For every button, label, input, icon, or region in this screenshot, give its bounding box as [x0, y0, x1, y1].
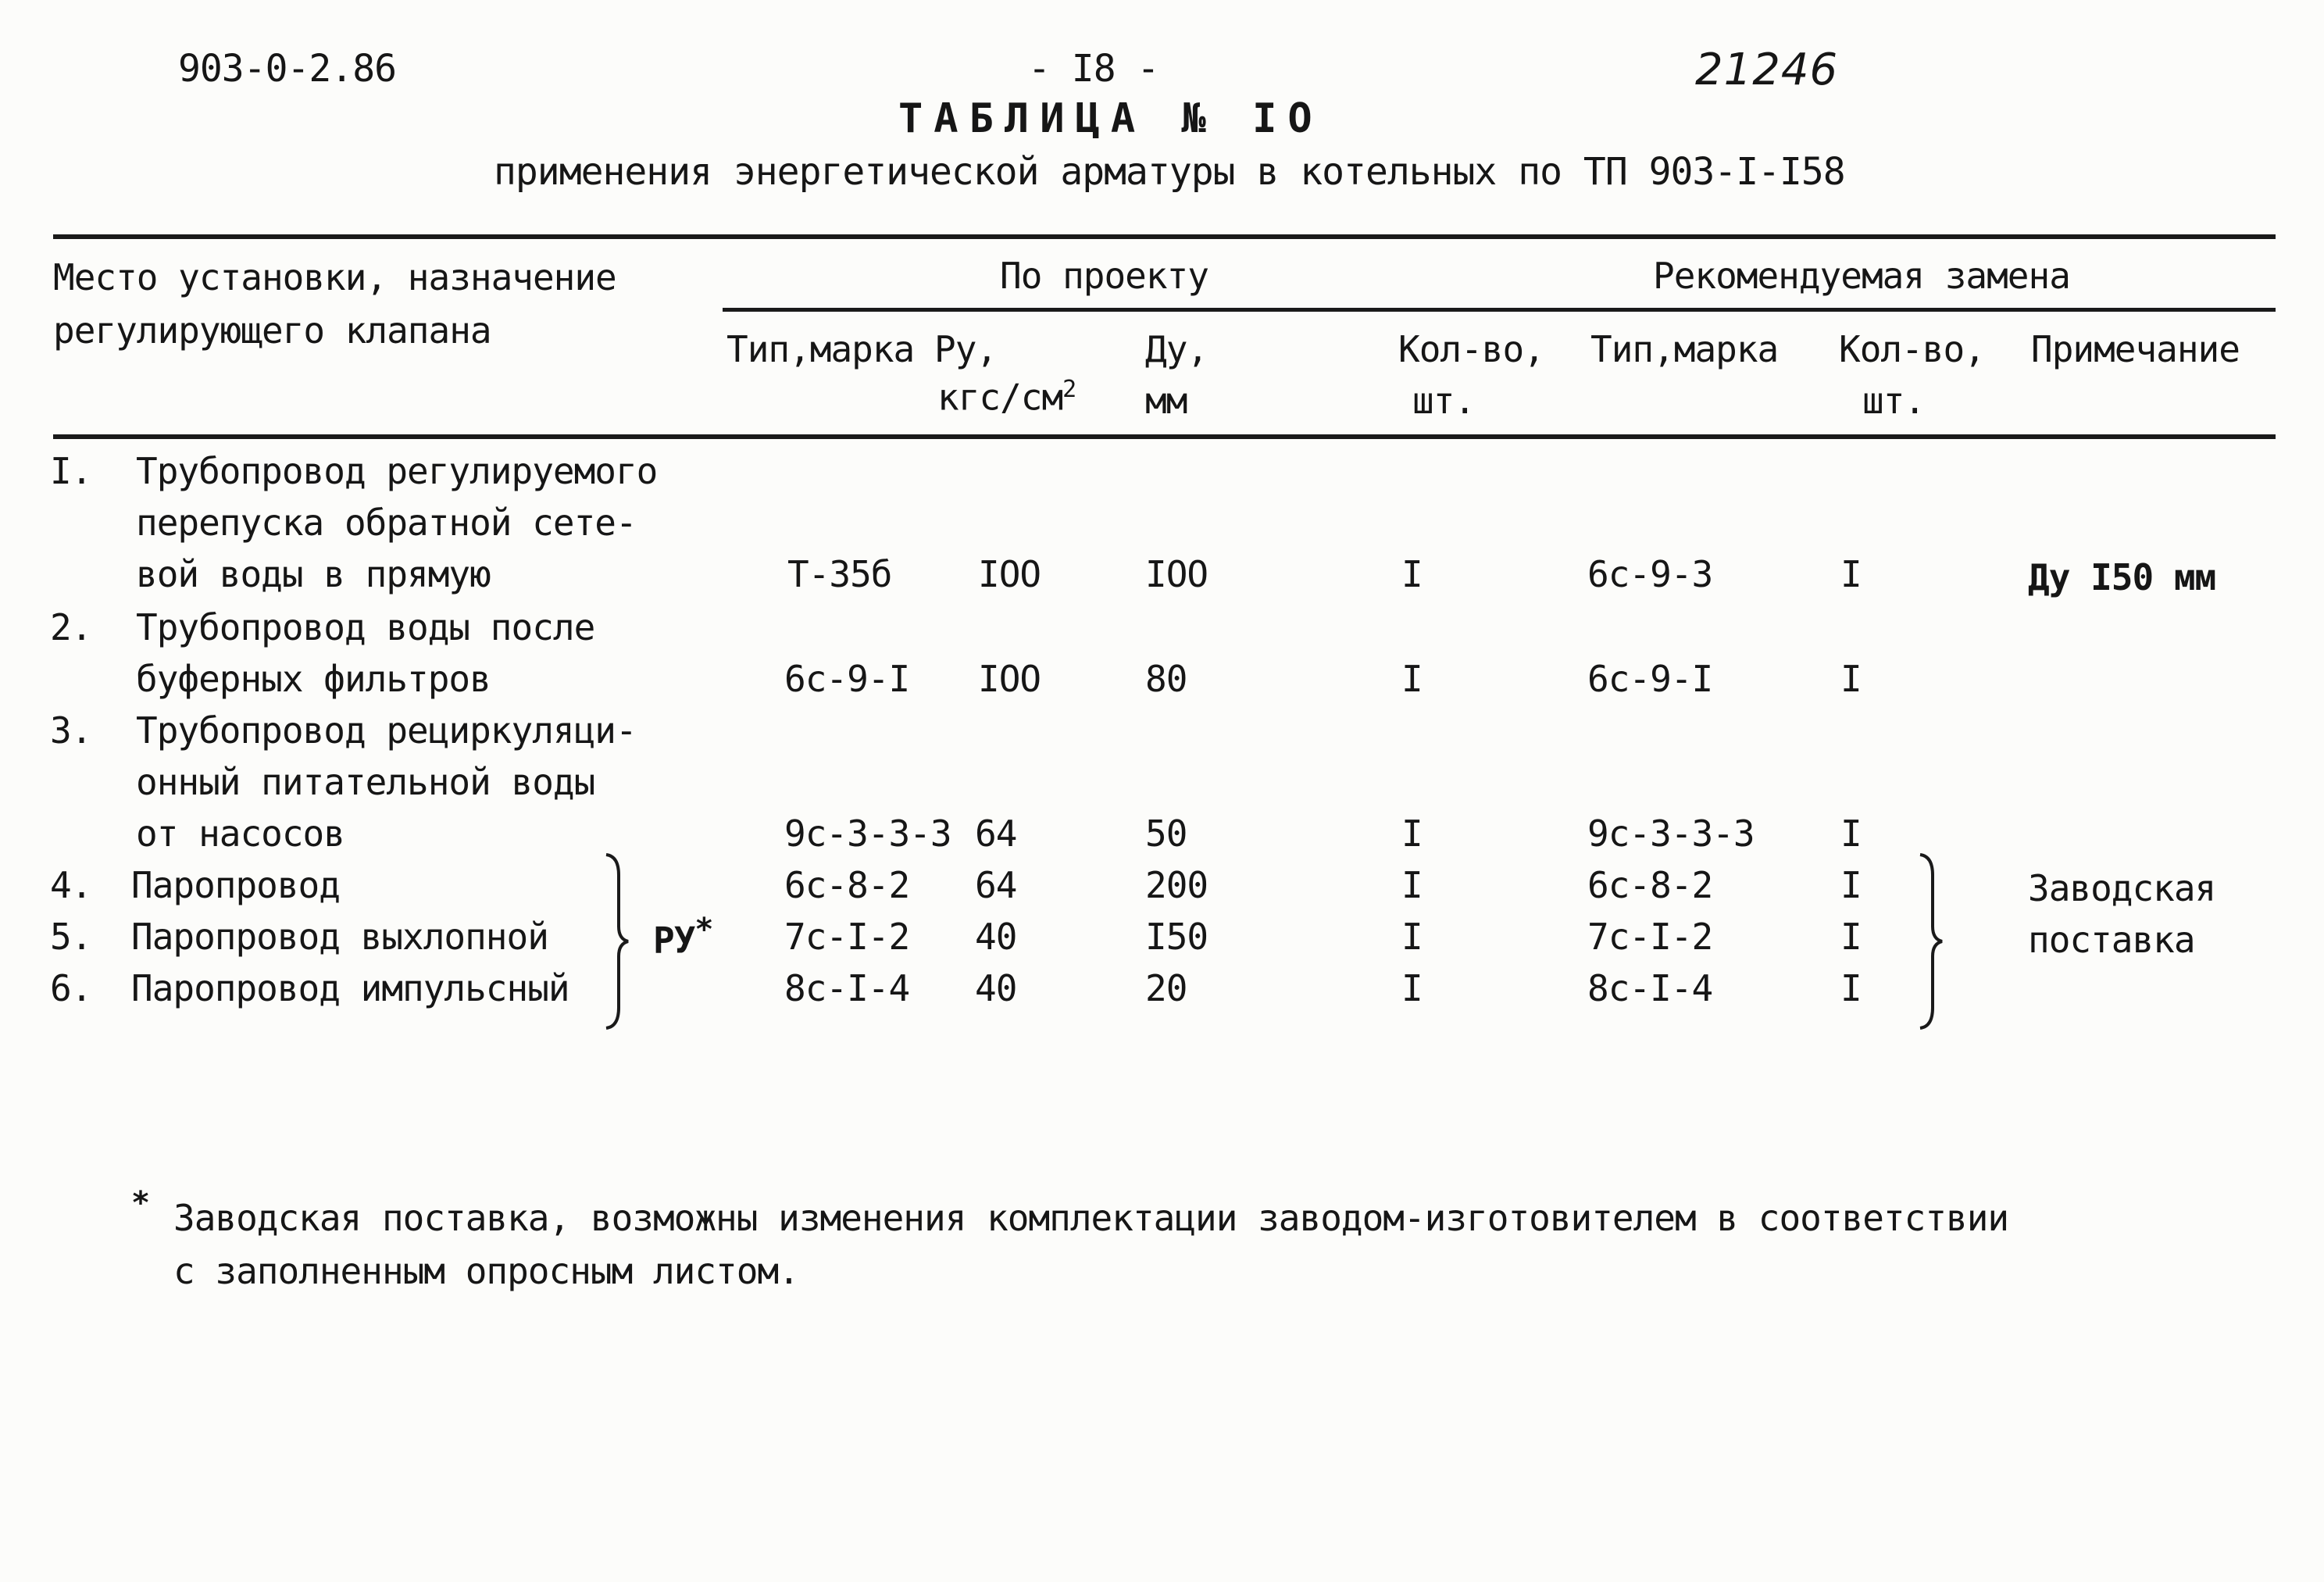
row-place-line: Паропровод импульсный [131, 967, 569, 1009]
row-place-line: вой воды в прямую [136, 553, 491, 595]
row-qty: I [1401, 812, 1423, 855]
row-note: Ду I50 мм [2028, 556, 2216, 598]
row-diameter: 200 [1145, 864, 1208, 906]
row-pressure: 64 [975, 864, 1017, 906]
header-diameter-line1: Ду, [1145, 328, 1208, 370]
row-qty: I [1401, 553, 1423, 595]
table-title: ТАБЛИЦА № IO [898, 95, 1323, 142]
row-type: 7с-I-2 [784, 916, 910, 958]
inventory-number: 21246 [1695, 45, 1839, 95]
footnote-line2: с заполненным опросным листом. [173, 1250, 799, 1292]
row-rep-type: 9с-3-3-3 [1587, 812, 1755, 855]
row-rep-qty: I [1840, 658, 1862, 700]
header-rep-qty-line2: шт. [1862, 380, 1926, 422]
group-note-line2: поставка [2028, 919, 2195, 961]
row-number: I. [50, 450, 92, 492]
footnote-line1: Заводская поставка, возможны изменения комплектации заводом-изготовителем в соответствии [173, 1197, 2009, 1239]
row-pressure: 64 [975, 812, 1017, 855]
row-rep-type: 8с-I-4 [1587, 967, 1713, 1009]
row-place-line: Паропровод выхлопной [131, 916, 548, 958]
row-diameter: 50 [1145, 812, 1187, 855]
row-place-line: буферных фильтров [136, 658, 491, 700]
row-type: 6с-8-2 [784, 864, 910, 906]
page-number: - I8 - [1028, 47, 1159, 91]
row-place-line: от насосов [136, 812, 344, 855]
row-rep-qty: I [1840, 553, 1862, 595]
header-qty-line1: Кол-во, [1398, 328, 1544, 370]
row-pressure: 40 [975, 916, 1017, 958]
header-group-replacement: Рекомендуемая замена [1653, 255, 2070, 297]
header-diameter-line2: мм [1145, 380, 1187, 422]
row-rep-qty: I [1840, 967, 1862, 1009]
header-type: Тип,марка [726, 328, 915, 370]
header-pressure-line1: Ру, [934, 328, 998, 370]
row-type: 8с-I-4 [784, 967, 910, 1009]
header-place-line1: Место установки, назначение [53, 256, 616, 298]
header-note: Примечание [2031, 328, 2240, 370]
row-qty: I [1401, 916, 1423, 958]
row-rep-type: 7с-I-2 [1587, 916, 1713, 958]
footnote-mark: * [131, 1185, 150, 1221]
right-group-brace [1915, 852, 1947, 1031]
row-number: 2. [50, 606, 92, 648]
header-group-project: По проекту [1000, 255, 1208, 297]
left-group-brace [602, 852, 633, 1031]
row-pressure: 40 [975, 967, 1017, 1009]
row-rep-type: 6с-9-3 [1587, 553, 1713, 595]
row-place-line: Паропровод [131, 864, 340, 906]
row-rep-type: 6с-9-I [1587, 658, 1713, 700]
row-rep-qty: I [1840, 812, 1862, 855]
group-note-line1: Заводская [2028, 867, 2216, 909]
row-qty: I [1401, 967, 1423, 1009]
row-number: 5. [50, 916, 92, 958]
row-type: Т-35б [787, 553, 892, 595]
bracket-label: РУ* [653, 912, 713, 962]
row-number: 4. [50, 864, 92, 906]
row-place-line: Трубопровод воды после [136, 606, 595, 648]
group-header-rule [723, 308, 2276, 312]
row-type: 9с-3-3-3 [784, 812, 951, 855]
header-rep-type: Тип,марка [1590, 328, 1779, 370]
row-pressure: IOO [978, 658, 1041, 700]
row-rep-qty: I [1840, 864, 1862, 906]
row-place-line: Трубопровод рециркуляци- [136, 709, 637, 752]
row-diameter: IOO [1145, 553, 1208, 595]
header-rep-qty-line1: Кол-во, [1839, 328, 1985, 370]
row-place-line: перепуска обратной сете- [136, 502, 637, 544]
row-place-line: Трубопровод регулируемого [136, 450, 658, 492]
document-code: 903-0-2.86 [178, 47, 396, 91]
row-number: 3. [50, 709, 92, 752]
row-qty: I [1401, 864, 1423, 906]
row-rep-qty: I [1840, 916, 1862, 958]
table-top-rule [53, 234, 2276, 239]
row-rep-type: 6с-8-2 [1587, 864, 1713, 906]
row-pressure: IOO [978, 553, 1041, 595]
row-place-line: онный питательной воды [136, 761, 595, 803]
row-diameter: 80 [1145, 658, 1187, 700]
header-place-line2: регулирующего клапана [53, 309, 491, 352]
header-pressure-line2: кгс/$см^2$ [937, 376, 1076, 419]
header-qty-line2: шт. [1412, 380, 1476, 422]
row-diameter: I50 [1145, 916, 1208, 958]
row-type: 6с-9-I [784, 658, 910, 700]
table-subtitle: применения энергетической арматуры в котельных по ТП 903-I-I58 [494, 150, 1845, 194]
row-qty: I [1401, 658, 1423, 700]
header-bottom-rule [53, 434, 2276, 439]
row-diameter: 20 [1145, 967, 1187, 1009]
row-number: 6. [50, 967, 92, 1009]
